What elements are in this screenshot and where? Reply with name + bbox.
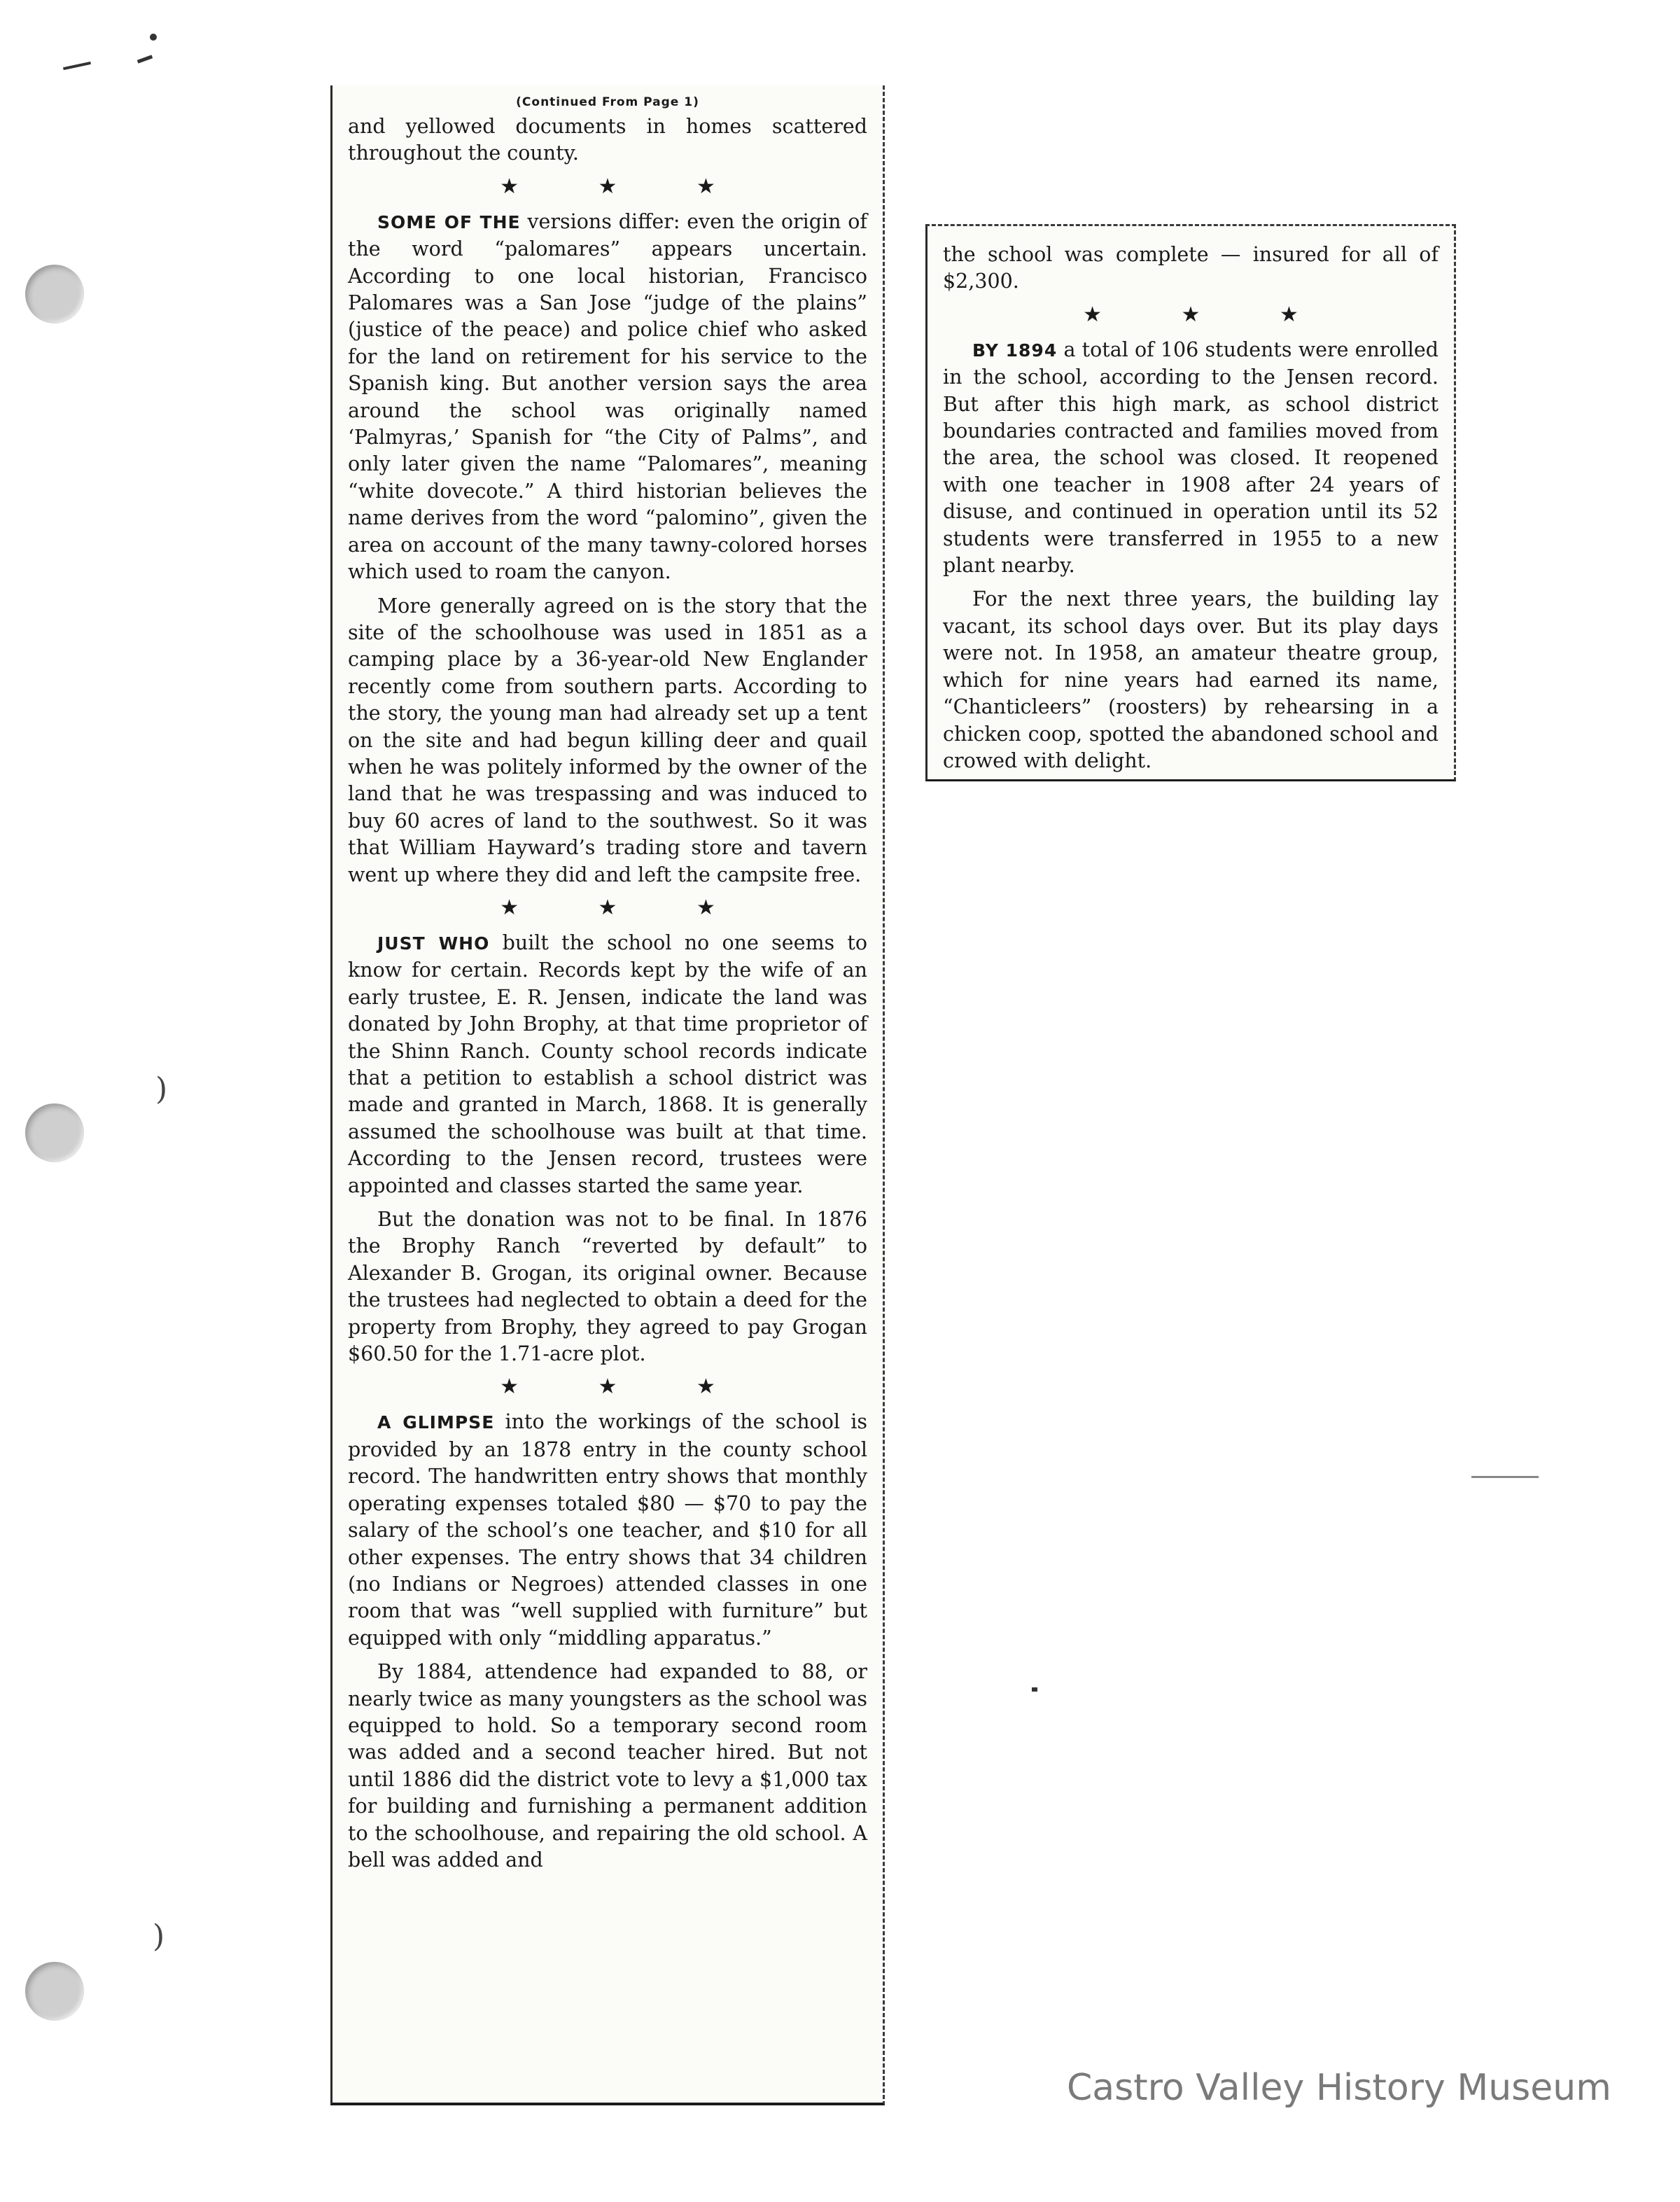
scan-speck (1471, 1476, 1539, 1478)
section-divider-stars: ★ ★ ★ (500, 895, 752, 920)
article-paragraph (943, 337, 1438, 580)
paragraph-text: But the donation was not to be final. In 1876 the Brophy Ranch “reverted by default” to Alexander B. Grogan, its original owner. Because the trustees had neglected to obtain a deed for the property from Brophy, they agreed to pay Grogan $60.50 for the 1.71-acre plot. (348, 1208, 867, 1366)
scan-speck (150, 34, 157, 41)
paragraph-text: into the workings of the school is provided by an 1878 entry in the county school record. The handwritten entry shows that monthly operating expenses totaled $80 — $70 to pay the salary of the school’s one teacher, and $10 for all other expenses. The entry shows that 34 children (no Indians or Negroes) attended classes in one room that was “well supplied with furniture” but equipped with only “middling apparatus.” (348, 1410, 867, 1650)
paragraph-text: For the next three years, the building lay vacant, its school days over. But its play days were not. In 1958, an amateur theatre group, which for nine years had earned its name, “Chanticleers” (roosters) by rehearsing in a chicken coop, spotted the abandoned school and crowed with delight. (943, 587, 1438, 772)
paragraph-text: More generally agreed on is the story that the site of the schoolhouse was used in 1851 as a camping place by a 36-year-old New Englander recently come from southern parts. According to the story, the young man had already set up a tent on the site and had begun killing deer and quail when he was politely informed by the owner of the land that he was trespassing and was induced to buy 60 acres of land to the southwest. So it was that William Hayward’s trading store and tavern went up where they did and left the campsite free. (348, 594, 867, 886)
article-paragraph (348, 930, 867, 1199)
paragraph-text: built the school no one seems to know for certain. Records kept by the wife of an early trustee, E. R. Jensen, indicate the land was donated by John Brophy, at that time proprietor of the Shinn Ranch. County school records indicate that a petition to establish a school district was made and granted in March, 1868. It is generally assumed the schoolhouse was built at that time. According to the Jensen record, trustees were appointed and classes started the same year. (348, 931, 867, 1197)
museum-watermark: Castro Valley History Museum (1067, 2067, 1611, 2109)
article-body-left (348, 113, 867, 1874)
paragraph-text: By 1884, attendence had expanded to 88, or nearly twice as many youngsters as the school was equipped to hold. So a temporary second room was added and a second teacher hired. But not until 1886 did the district vote to levy a $1,000 tax for building and furnishing a permanent addition to the schoolhouse, and repairing the old school. A bell was added and (348, 1660, 867, 1872)
section-divider-stars: ★ ★ ★ (500, 1374, 752, 1400)
article-paragraph (348, 1409, 867, 1652)
paragraph-lead-in: BY 1894 (972, 340, 1058, 361)
article-paragraph (348, 209, 867, 586)
article-paragraph (348, 1659, 867, 1874)
paragraph-lead-in: SOME OF THE (377, 211, 521, 232)
continued-label: (Continued From Page 1) (516, 95, 699, 109)
scan-speck (137, 55, 153, 63)
binder-hole-bottom (25, 1962, 84, 2021)
article-paragraph (348, 593, 867, 889)
margin-mark: ) (153, 1918, 165, 1954)
binder-hole-top (25, 265, 84, 323)
scan-speck (63, 62, 91, 70)
paragraph-text: versions differ: even the origin of the word “palomares” appears uncertain. According to one local historian, Francisco Palomares was a San Jose “judge of the plains” (justice of the peace) and police chief who asked for the land on retirement for his service to the Spanish king. But another version says the area around the school was originally named ‘Palmyras,’ Spanish for “the City of Palms”, and only later given the name “Palomares”, meaning “white dovecote.” A third historian believes the name derives from the word “palomino”, given the area on account of the many tawny-colored horses which used to roam the canyon. (348, 209, 867, 584)
article-paragraph (943, 242, 1438, 295)
article-paragraph (943, 586, 1438, 774)
paragraph-lead-in: JUST WHO (377, 933, 490, 954)
section-divider-stars: ★ ★ ★ (1083, 302, 1335, 327)
article-paragraph (348, 113, 867, 167)
section-divider-stars: ★ ★ ★ (500, 174, 752, 199)
article-body-right (943, 242, 1438, 774)
margin-mark: ) (155, 1071, 168, 1107)
paragraph-text: a total of 106 students were enrolled in the school, according to the Jensen record. But after this high mark, as school district boundaries contracted and families moved from the area, the school was closed. It reopened with one teacher in 1908 after 24 years of disuse, and continued in operation until its 52 students were transferred in 1955 to a new plant nearby. (943, 337, 1439, 578)
paragraph-text: the school was complete — insured for all of $2,300. (943, 243, 1438, 293)
scan-speck (1032, 1687, 1037, 1692)
article-column-right (925, 224, 1456, 781)
paragraph-lead-in: A GLIMPSE (377, 1412, 495, 1433)
article-paragraph (348, 1206, 867, 1367)
paragraph-text: and yellowed documents in homes scattered throughout the county. (348, 115, 867, 165)
binder-hole-middle (25, 1103, 84, 1162)
article-column-left (330, 85, 885, 2105)
